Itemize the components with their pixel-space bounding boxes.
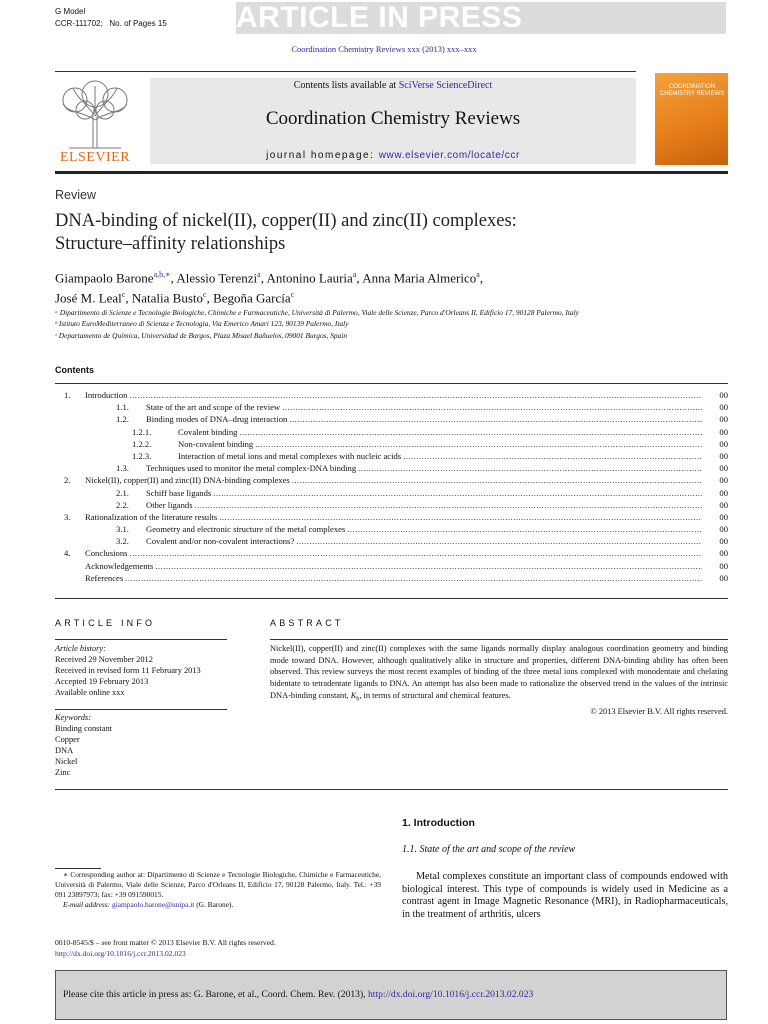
toc-number: 2.2. <box>116 499 129 510</box>
copyright: © 2013 Elsevier B.V. All rights reserved. <box>590 707 728 717</box>
author-email-link[interactable]: giampaolo.barone@unipa.it <box>112 900 195 909</box>
keyword[interactable]: Zinc <box>55 768 71 777</box>
toc-leader-dots <box>130 547 703 559</box>
article-type: Review <box>55 188 96 202</box>
history-entry: Accepted 19 February 2013 <box>55 677 149 686</box>
history-entry: Received in revised form 11 February 2013 <box>55 666 201 675</box>
toc-label[interactable]: Introduction <box>85 390 128 400</box>
doi-link[interactable]: http://dx.doi.org/10.1016/j.ccr.2013.02.023 <box>55 949 186 958</box>
keyword[interactable]: Nickel <box>55 757 78 766</box>
toc-page-number: 00 <box>719 499 728 510</box>
article-history <box>55 643 235 698</box>
article-ref: CCR-111702; <box>55 19 103 28</box>
toc-label[interactable]: Geometry and electronic structure of the metal complexes <box>146 524 346 535</box>
abstract-text: Nickel(II), copper(II) and zinc(II) complexes with the same ligands normally display analogous coordination geometry and binding mode toward DNA. However, although qualitatively alike in structure and properties, different DNA-binding ability has often been observed. This review surveys the most recent examples of binding of the three metal ions complexed with monodentate and chelating bidentate to tetradentate ligands to DNA. An attempt has also been made to rationalize the observed trend in the values of the intrinsic DNA-binding constant, $K_b$, in terms of structural and chemical features. © 2013 Elsevier B.V. All rights reserved. <box>270 644 728 717</box>
toc-page-number: 00 <box>719 463 728 474</box>
toc-label[interactable]: Schiff base ligands <box>146 487 212 498</box>
article-info-heading: ARTICLE INFO <box>55 618 156 628</box>
toc-row[interactable] <box>55 560 728 572</box>
toc-page-number: 00 <box>719 524 728 535</box>
issn-line: 0010-8545/$ – see front matter © 2013 Elsevier B.V. All rights reserved. http://dx.doi.org/10.1016/j.ccr.2013.02.023 <box>55 938 276 958</box>
toc-label[interactable]: Covalent binding <box>178 426 238 437</box>
toc-number: 1. <box>64 390 71 400</box>
toc-row[interactable] <box>55 474 728 486</box>
header-meta <box>55 6 167 30</box>
author-name: Natalia Busto <box>131 290 203 306</box>
keyword[interactable]: DNA <box>55 746 74 755</box>
toc-label[interactable]: Nickel(II), copper(II) and zinc(II) DNA-binding complexes <box>85 475 290 486</box>
toc-page-number: 00 <box>719 414 728 425</box>
keywords <box>55 712 235 778</box>
toc-number: 3.1. <box>116 524 129 535</box>
author-affiliation-mark: a <box>352 270 357 279</box>
toc-number: 1.2.3. <box>132 450 152 461</box>
elsevier-wordmark: ELSEVIER <box>59 150 131 165</box>
article-info-rule <box>55 639 227 640</box>
article-in-press-text: ARTICLE IN PRESS <box>236 1 523 34</box>
toc-page-number: 00 <box>719 438 728 449</box>
author-name: José M. Leal <box>55 290 122 306</box>
history-entry: Received 29 November 2012 <box>55 655 153 664</box>
toc-leader-dots <box>129 389 702 401</box>
homepage-link[interactable]: www.elsevier.com/locate/ccr <box>378 150 520 161</box>
toc-number: 3. <box>64 511 71 522</box>
introduction-heading: 1. Introduction <box>402 817 475 829</box>
toc-leader-dots <box>155 560 702 572</box>
toc-page-number: 00 <box>719 402 728 413</box>
keywords-rule <box>55 709 227 710</box>
toc-row[interactable] <box>55 426 728 438</box>
cite-doi-link[interactable]: http://dx.doi.org/10.1016/j.ccr.2013.02.023 <box>367 989 534 1000</box>
history-entry: Available online xxx <box>55 688 125 697</box>
toc-label[interactable]: Non-covalent binding <box>178 438 254 449</box>
toc-page-number: 00 <box>719 536 728 547</box>
toc-row[interactable] <box>55 487 728 499</box>
table-of-contents <box>55 389 728 584</box>
author-name: Giampaolo Barone <box>55 270 154 286</box>
toc-label[interactable]: Conclusions <box>85 548 128 559</box>
keyword[interactable]: Copper <box>55 735 80 744</box>
journal-reference-link[interactable]: Coordination Chemistry Reviews xxx (2013) xxx–xxx <box>291 44 477 54</box>
toc-row[interactable] <box>55 462 728 474</box>
article-title: DNA-binding of nickel(II), copper(II) and zinc(II) complexes: Structure–affinity relationships <box>55 211 517 254</box>
toc-row[interactable] <box>55 389 728 401</box>
author-name: Alessio Terenzi <box>176 270 258 286</box>
toc-row[interactable] <box>55 572 728 584</box>
toc-label[interactable]: Rationalization of the literature results <box>85 511 218 522</box>
introduction-body: Metal complexes constitute an important class of compounds endowed with biological interest. This type of compounds is widely used in Medicine as a contrast agent in Image Magnetic Resonance (MRI), in Radiopharmaceuticals, in the treatment of arthritis, ulcers <box>402 871 728 920</box>
toc-label[interactable]: Interaction of metal ions and metal complexes with nucleic acids <box>178 450 402 461</box>
toc-leader-dots <box>125 572 702 584</box>
toc-number: 1.1. <box>116 402 129 413</box>
header-rule <box>55 71 636 72</box>
toc-page-number: 00 <box>719 548 728 559</box>
contents-bottom-rule <box>55 598 728 599</box>
toc-leader-dots <box>255 438 702 450</box>
toc-label[interactable]: Covalent and/or non-covalent interactions? <box>146 536 295 547</box>
abstract-rule <box>270 639 728 640</box>
affiliation: ᶜ Departamento de Química, Universidad de Burgos, Plaza Misael Bañuelos, 09001 Burgos, Spain <box>55 330 348 340</box>
toc-page-number: 00 <box>719 390 728 400</box>
toc-leader-dots <box>289 413 702 425</box>
corresponding-author-footnote: ∗ Corresponding author at: Dipartimento di Scienze e Tecnologie Biologiche, Chimiche e Farmaceutiche, Università di Palermo, Viale delle Scienze, Parco d'Orleans II, Edificio 17, 90128 Palermo, Italy. Tel.: +39 091 23897973; fax: +39 091590015. E-mail address: giampaolo.barone@unipa.it (G. Barone). <box>55 870 381 909</box>
toc-row[interactable] <box>55 499 728 511</box>
toc-label[interactable]: Other ligands <box>146 499 193 510</box>
affiliations <box>55 307 675 341</box>
sciencedirect-link[interactable]: SciVerse ScienceDirect <box>398 80 493 91</box>
toc-leader-dots <box>296 535 702 547</box>
journal-homepage: journal homepage: www.elsevier.com/locate/ccr <box>266 150 520 161</box>
affiliation: ᵇ Istituto EuroMediterraneo di Scienza e Tecnologia, Via Emerico Amari 123, 90139 Palermo, Italy <box>55 319 349 329</box>
toc-row[interactable] <box>55 401 728 413</box>
toc-page-number: 00 <box>719 475 728 486</box>
toc-row[interactable] <box>55 547 728 559</box>
toc-row[interactable] <box>55 413 728 425</box>
page-count: No. of Pages 15 <box>109 19 167 28</box>
masthead-rule <box>55 171 728 174</box>
author-affiliation-mark: c <box>203 290 207 300</box>
toc-page-number: 00 <box>719 487 728 498</box>
author-name: Begoña García <box>213 290 291 306</box>
journal-name: Coordination Chemistry Reviews <box>265 108 521 129</box>
toc-leader-dots <box>213 487 702 499</box>
toc-leader-dots <box>347 523 702 535</box>
toc-page-number: 00 <box>719 560 728 571</box>
abstract-bottom-rule <box>55 789 728 790</box>
toc-number: 3.2. <box>116 536 129 547</box>
contents-heading: Contents <box>55 365 94 375</box>
affiliation: ᵃ Dipartimento di Scienze e Tecnologie Biologiche, Chimiche e Farmaceutiche, Università di Palermo, Viale delle Scienze, Parco d'Orleans II, Edificio 17, 90128 Palermo, Italy <box>55 308 579 317</box>
toc-label[interactable]: References <box>85 572 124 583</box>
toc-leader-dots <box>195 499 702 511</box>
author-name: Antonino Lauria <box>266 270 353 286</box>
journal-cover-title: COORDINATION CHEMISTRY REVIEWS <box>659 84 725 97</box>
toc-leader-dots <box>292 474 702 486</box>
toc-page-number: 00 <box>719 572 728 583</box>
toc-label[interactable]: Acknowledgements <box>85 560 154 571</box>
toc-page-number: 00 <box>719 450 728 461</box>
introduction-subheading: 1.1. State of the art and scope of the review <box>402 844 576 855</box>
toc-row[interactable] <box>55 450 728 462</box>
author-list: Giampaolo Barone$^{a,b,∗}$, Alessio Terenzi$^a$, Antonino Lauria$^a$, Anna Maria Almerico$^a$, José M. Leal$^c$, Natalia Busto$^c$, Begoña García$^c$ <box>55 270 484 306</box>
toc-number: 2. <box>64 475 71 486</box>
toc-row[interactable] <box>55 511 728 523</box>
toc-row[interactable] <box>55 535 728 547</box>
toc-number: 1.3. <box>116 463 129 474</box>
toc-page-number: 00 <box>719 426 728 437</box>
toc-number: 4. <box>64 548 71 559</box>
history-label: Article history: <box>55 644 106 653</box>
toc-row[interactable] <box>55 523 728 535</box>
model-label: G Model <box>55 7 86 16</box>
cite-text: Please cite this article in press as: G. Barone, et al., Coord. Chem. Rev. (2013), http://dx.doi.org/10.1016/j.ccr.2013.02.023 <box>63 989 534 1000</box>
toc-leader-dots <box>358 462 702 474</box>
toc-number: 1.2.1. <box>132 426 152 437</box>
footnote-rule <box>55 868 101 869</box>
toc-leader-dots <box>239 426 702 438</box>
author-affiliation-mark: a <box>257 270 261 279</box>
toc-leader-dots <box>282 401 702 413</box>
keyword[interactable]: Binding constant <box>55 724 112 733</box>
abstract-heading: ABSTRACT <box>270 618 344 628</box>
toc-label[interactable]: Binding modes of DNA–drug interaction <box>146 414 288 425</box>
author-affiliation-mark: a,b,∗ <box>153 270 171 279</box>
toc-row[interactable] <box>55 438 728 450</box>
toc-number: 1.2. <box>116 414 129 425</box>
author-affiliation-mark: a <box>476 270 480 279</box>
toc-leader-dots <box>403 450 702 462</box>
toc-number: 1.2.2. <box>132 438 152 449</box>
keywords-label: Keywords: <box>55 713 91 722</box>
author-affiliation-mark: c <box>121 290 126 300</box>
toc-number: 2.1. <box>116 487 129 498</box>
author-affiliation-mark: c <box>290 290 295 300</box>
toc-label[interactable]: Techniques used to monitor the metal complex-DNA binding <box>146 463 357 474</box>
contents-available: Contents lists available at SciVerse ScienceDirect <box>293 80 493 91</box>
toc-page-number: 00 <box>719 511 728 522</box>
contents-top-rule <box>55 383 728 384</box>
toc-label[interactable]: State of the art and scope of the review <box>146 402 281 413</box>
author-name: Anna Maria Almerico <box>362 270 477 286</box>
toc-leader-dots <box>219 511 702 523</box>
